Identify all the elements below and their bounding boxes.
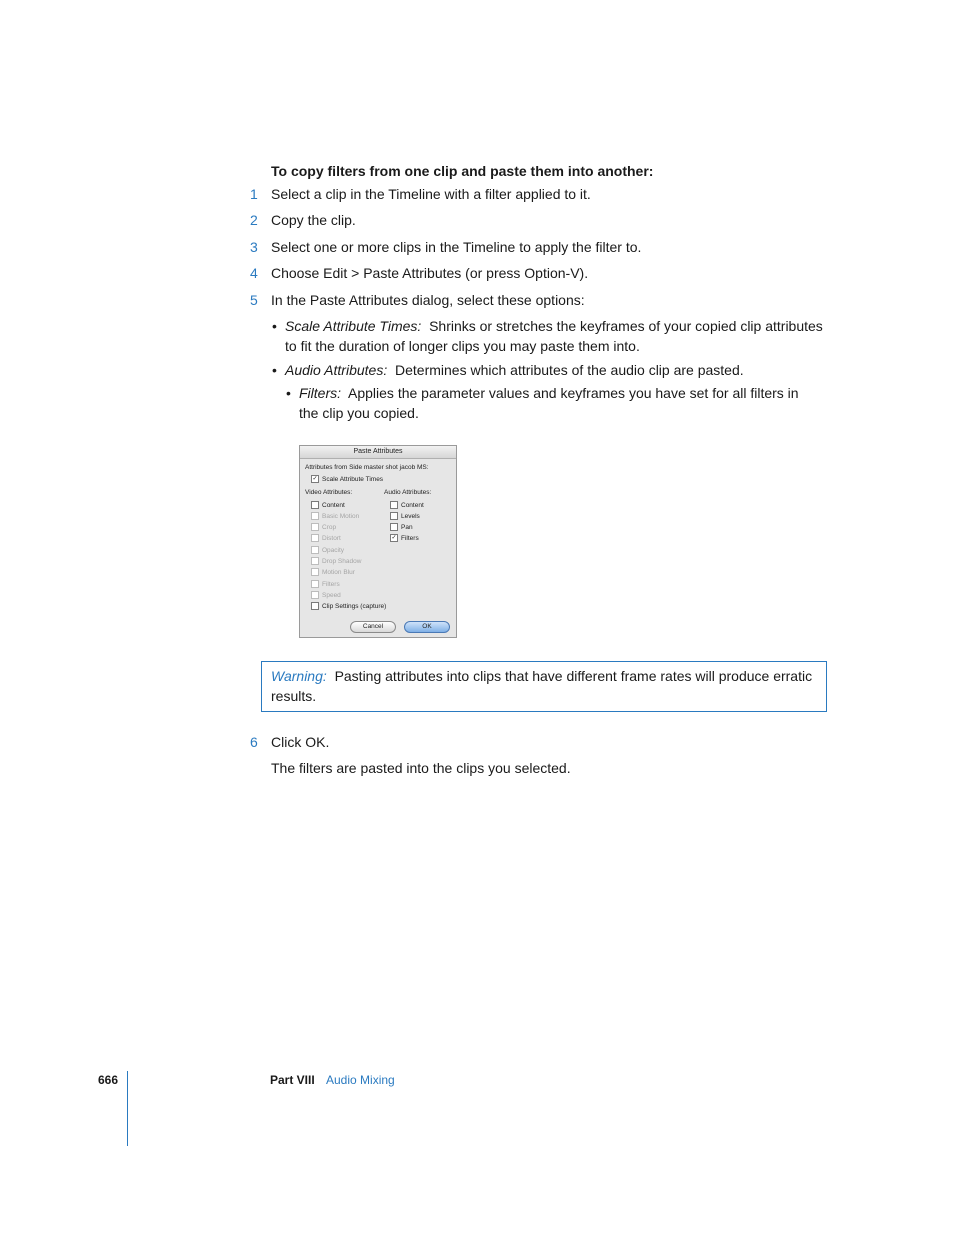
video-content-checkbox[interactable] <box>311 501 345 510</box>
checkbox-label: Distort <box>322 535 341 542</box>
checkbox[interactable] <box>311 602 319 610</box>
checkbox-label: Clip Settings (capture) <box>322 603 387 610</box>
checkbox-label: Content <box>401 502 424 509</box>
cancel-button[interactable]: Cancel <box>350 621 396 633</box>
checkbox-label: Opacity <box>322 547 345 554</box>
dialog-source-label: Attributes from Side master shot jacob MS: <box>305 464 429 471</box>
step-6 <box>250 732 329 752</box>
video-clip-settings-checkbox[interactable] <box>311 602 386 611</box>
warning-box <box>261 661 827 712</box>
audio-attributes-header: Audio Attributes: <box>384 489 432 496</box>
video-distort-checkbox <box>311 534 341 543</box>
checkbox-label: Content <box>322 502 345 509</box>
warning-label: Warning: <box>271 668 327 684</box>
audio-content-checkbox[interactable] <box>390 501 424 510</box>
video-opacity-checkbox <box>311 546 344 555</box>
step-number: 1 <box>250 186 258 202</box>
audio-filters-checkbox[interactable] <box>390 534 419 543</box>
checkbox <box>311 580 319 588</box>
audio-levels-checkbox[interactable] <box>390 512 420 521</box>
procedure-heading: To copy filters from one clip and paste them into another: <box>271 163 654 179</box>
bullet-text: Shrinks or stretches the keyframes of your copied clip attributes to fit the duration of longer clips you may paste them into. <box>285 318 823 354</box>
step-text: Select a clip in the Timeline with a filter applied to it. <box>271 186 591 202</box>
checkbox[interactable] <box>390 501 398 509</box>
bullet-dot: • <box>272 318 277 334</box>
checkbox-label: Crop <box>322 524 337 531</box>
checkbox-label: Scale Attribute Times <box>322 476 384 483</box>
audio-pan-checkbox[interactable] <box>390 523 413 532</box>
checkbox <box>311 568 319 576</box>
bullet-scale-attribute-times <box>272 316 830 356</box>
dialog-title: Paste Attributes <box>300 446 456 459</box>
ok-button[interactable]: OK <box>404 621 450 633</box>
step-5 <box>250 290 585 310</box>
step-number: 5 <box>250 292 258 308</box>
checkbox-label: Filters <box>401 535 419 542</box>
checkbox[interactable] <box>390 523 398 531</box>
checkbox-label: Speed <box>322 592 341 599</box>
bullet-text: Determines which attributes of the audio clip are pasted. <box>395 362 744 378</box>
video-filters-checkbox <box>311 580 340 589</box>
footer-rule <box>127 1071 128 1146</box>
checkbox-label: Motion Blur <box>322 569 355 576</box>
bullet-text: Applies the parameter values and keyframes you have set for all filters in the clip you copied. <box>299 385 799 421</box>
bullet-term: Scale Attribute Times: <box>285 318 422 334</box>
checkbox <box>311 557 319 565</box>
video-attributes-header: Video Attributes: <box>305 489 353 496</box>
step-1 <box>250 184 591 204</box>
step-text: Select one or more clips in the Timeline to apply the filter to. <box>271 239 642 255</box>
step-text: Copy the clip. <box>271 212 356 228</box>
checkbox-checked[interactable]: ✓ <box>312 476 318 483</box>
step-3 <box>250 237 641 257</box>
bullet-term: Filters: <box>299 385 341 401</box>
video-drop-shadow-checkbox <box>311 557 361 566</box>
footer-chapter-link[interactable]: Audio Mixing <box>326 1073 395 1087</box>
checkbox-label: Basic Motion <box>322 513 360 520</box>
warning-text: Pasting attributes into clips that have different frame rates will produce erratic results. <box>271 668 813 704</box>
page-number: 666 <box>98 1073 119 1087</box>
checkbox <box>311 591 319 599</box>
checkbox-label: Pan <box>401 524 413 531</box>
checkbox <box>311 534 319 542</box>
paste-attributes-dialog <box>299 445 457 638</box>
scale-attribute-times-checkbox[interactable] <box>311 475 383 484</box>
checkbox <box>311 546 319 554</box>
step-text: Click OK. <box>271 734 330 750</box>
bullet-filters <box>286 383 814 423</box>
checkbox-label: Drop Shadow <box>322 558 362 565</box>
step-text: In the Paste Attributes dialog, select these options: <box>271 292 585 308</box>
bullet-term: Audio Attributes: <box>285 362 388 378</box>
footer-part-label: Part VIII <box>270 1073 315 1087</box>
step-2 <box>250 210 356 230</box>
checkbox-label: Levels <box>401 513 420 520</box>
bullet-dot: • <box>286 385 291 401</box>
video-crop-checkbox <box>311 523 336 532</box>
step-4 <box>250 263 588 283</box>
checkbox-checked[interactable]: ✓ <box>391 535 397 542</box>
bullet-audio-attributes <box>272 360 830 380</box>
video-motion-blur-checkbox <box>311 568 355 577</box>
bullet-dot: • <box>272 362 277 378</box>
video-speed-checkbox <box>311 591 341 600</box>
checkbox[interactable] <box>311 501 319 509</box>
checkbox-label: Filters <box>322 581 340 588</box>
checkbox <box>311 523 319 531</box>
step-number: 6 <box>250 734 258 750</box>
step-number: 3 <box>250 239 258 255</box>
result-text: The filters are pasted into the clips you selected. <box>271 760 571 776</box>
video-basic-motion-checkbox <box>311 512 359 521</box>
step-number: 4 <box>250 265 258 281</box>
checkbox <box>311 512 319 520</box>
checkbox[interactable] <box>390 512 398 520</box>
step-number: 2 <box>250 212 258 228</box>
step-text: Choose Edit > Paste Attributes (or press Option-V). <box>271 265 589 281</box>
